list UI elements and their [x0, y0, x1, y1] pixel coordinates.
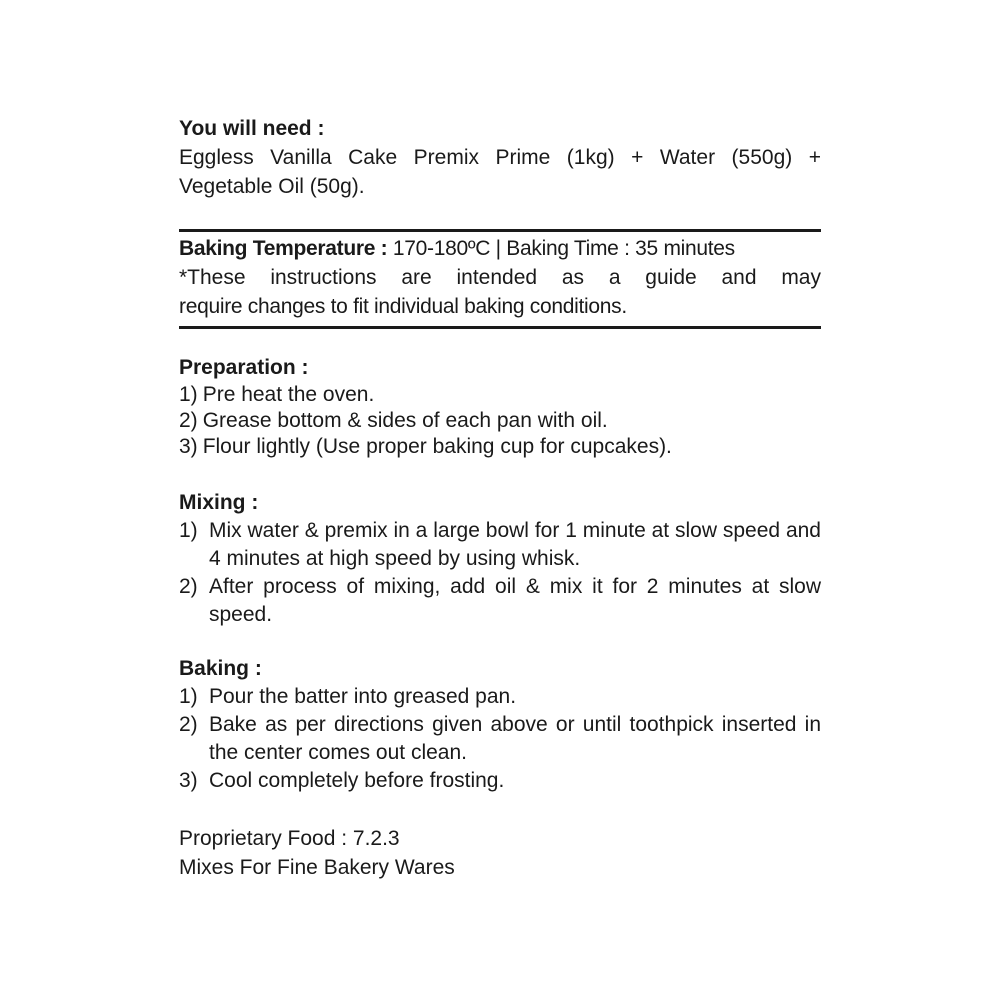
list-item	[179, 683, 821, 711]
list-item	[179, 573, 821, 629]
instruction-sheet	[179, 114, 821, 882]
item-number: 2)	[179, 409, 198, 432]
list-item	[179, 408, 821, 434]
mixing-section	[179, 488, 821, 629]
list-item	[179, 434, 821, 460]
baking-list	[179, 683, 821, 795]
proprietary-food-line: Proprietary Food : 7.2.3	[179, 827, 400, 850]
item-text: Mix water & premix in a large bowl for 1 minute at slow speed and 4 minutes at high speed by using whisk.	[209, 519, 821, 570]
guide-note-line1: *These instructions are intended as a guide and may	[179, 266, 821, 289]
you-will-need-heading: You will need :	[179, 117, 325, 140]
baking-info-section	[179, 234, 821, 321]
bakery-wares-line: Mixes For Fine Bakery Wares	[179, 856, 455, 879]
item-number: 2)	[179, 713, 198, 736]
item-number: 3)	[179, 769, 198, 792]
footer-section	[179, 824, 821, 882]
baking-section	[179, 654, 821, 795]
list-item	[179, 711, 821, 767]
mixing-list	[179, 517, 821, 629]
item-text: Pre heat the oven.	[202, 383, 375, 406]
list-item	[179, 382, 821, 408]
item-number: 1)	[179, 685, 198, 708]
item-number: 1)	[179, 519, 198, 542]
item-number: 3)	[179, 435, 198, 458]
divider-bottom	[179, 326, 821, 329]
baking-heading: Baking :	[179, 657, 262, 680]
item-number: 2)	[179, 575, 198, 598]
item-text: After process of mixing, add oil & mix it for 2 minutes at slow speed.	[209, 575, 821, 626]
item-text: Cool completely before frosting.	[209, 769, 505, 792]
divider-top	[179, 229, 821, 232]
you-will-need-section	[179, 114, 821, 201]
ingredients-text: Eggless Vanilla Cake Premix Prime (1kg) + Water (550g) + Vegetable Oil (50g).	[179, 146, 821, 198]
preparation-list	[179, 382, 821, 460]
item-number: 1)	[179, 383, 198, 406]
item-text: Bake as per directions given above or until toothpick inserted in the center comes out clean.	[209, 713, 821, 764]
list-item	[179, 517, 821, 573]
preparation-heading: Preparation :	[179, 356, 309, 379]
baking-temperature-value: 170-180ºC | Baking Time : 35 minutes	[387, 237, 735, 260]
item-text: Flour lightly (Use proper baking cup for cupcakes).	[202, 435, 672, 458]
list-item	[179, 767, 821, 795]
mixing-heading: Mixing :	[179, 491, 259, 514]
baking-temperature-line	[179, 234, 821, 263]
guide-note-line2: require changes to fit individual baking conditions.	[179, 295, 627, 318]
item-text: Pour the batter into greased pan.	[209, 685, 517, 708]
preparation-section	[179, 353, 821, 460]
baking-temperature-label: Baking Temperature :	[179, 237, 388, 260]
item-text: Grease bottom & sides of each pan with oil.	[202, 409, 608, 432]
